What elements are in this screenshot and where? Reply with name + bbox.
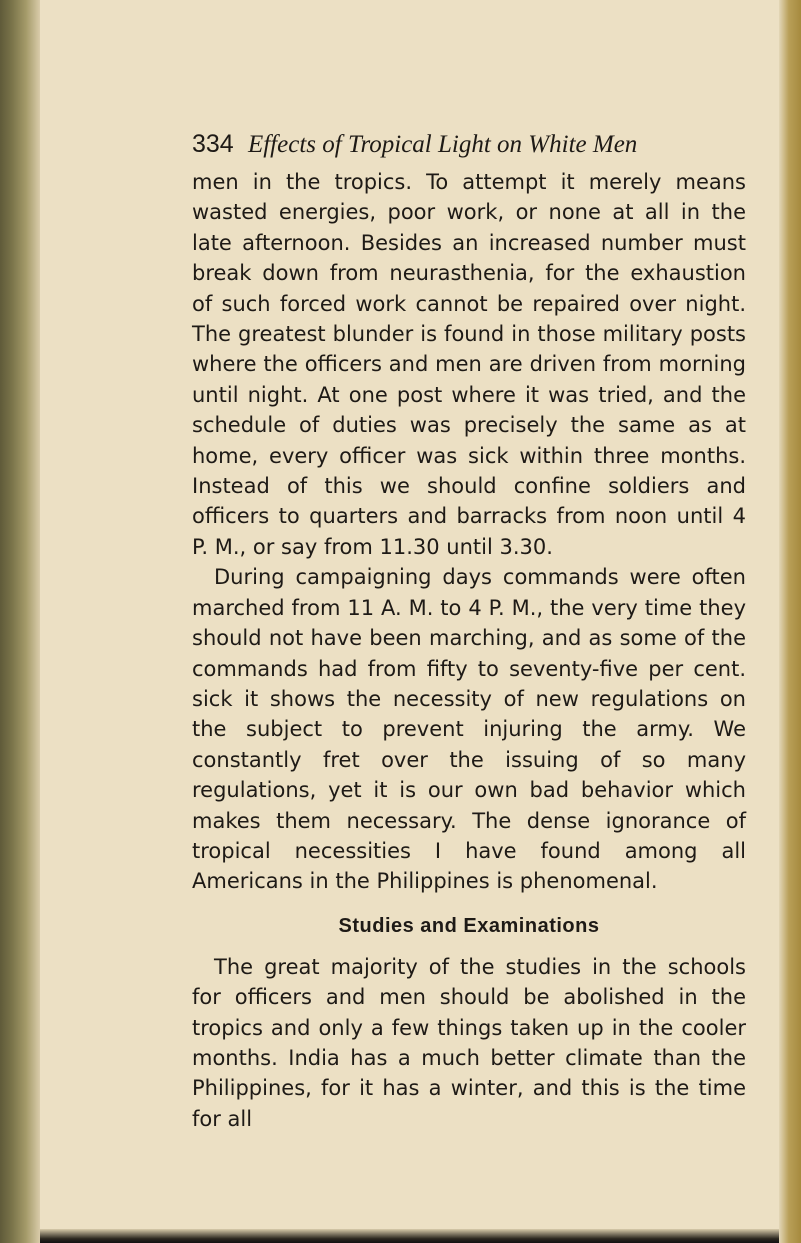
page-edge-bottom (40, 1229, 779, 1243)
paragraph-3: The great majority of the studies in the schools for officers and men should be abolished in the tropics and only a few things taken up in the cooler months. India has a much better climate than the Philippines, for it has a winter, and this is the time for all (192, 954, 746, 1131)
body-text (192, 167, 746, 1134)
page-header (192, 130, 637, 159)
page-number: 334 (192, 130, 234, 158)
section-heading: Studies and Examinations (338, 914, 600, 937)
page-edge-right (779, 0, 801, 1243)
running-title: Effects of Tropical Light on White Men (247, 131, 638, 158)
book-spine-left (0, 0, 40, 1243)
paragraph-1: men in the tropics. To attempt it merely means wasted energies, poor work, or none at all in the late afternoon. Besides an increased number must break down from neurasthenia, for the exhaustion of such forced work cannot be repaired over night. The greatest blunder is found in those military posts where the officers and men are driven from morning until night. At one post where it was tried, and the schedule of duties was precisely the same as at home, every officer was sick within three months. Instead of this we should confine soldiers and officers to quarters and barracks from noon until 4 P. M., or say from 11.30 until 3.30. (192, 170, 746, 559)
paragraph-2: During campaigning days commands were often marched from 11 A. M. to 4 P. M., the very time they should not have been marching, and as some of the commands had from fifty to seventy-five per cent. sick it shows the necessity of new regulations on the subject to prevent injuring the army. We constantly fret over the issuing of so many regulations, yet it is our own bad behavior which makes them necessary. The dense ignorance of tropical necessities I have found among all Americans in the Philippines is phenomenal. (192, 565, 746, 894)
book-page (40, 0, 779, 1229)
